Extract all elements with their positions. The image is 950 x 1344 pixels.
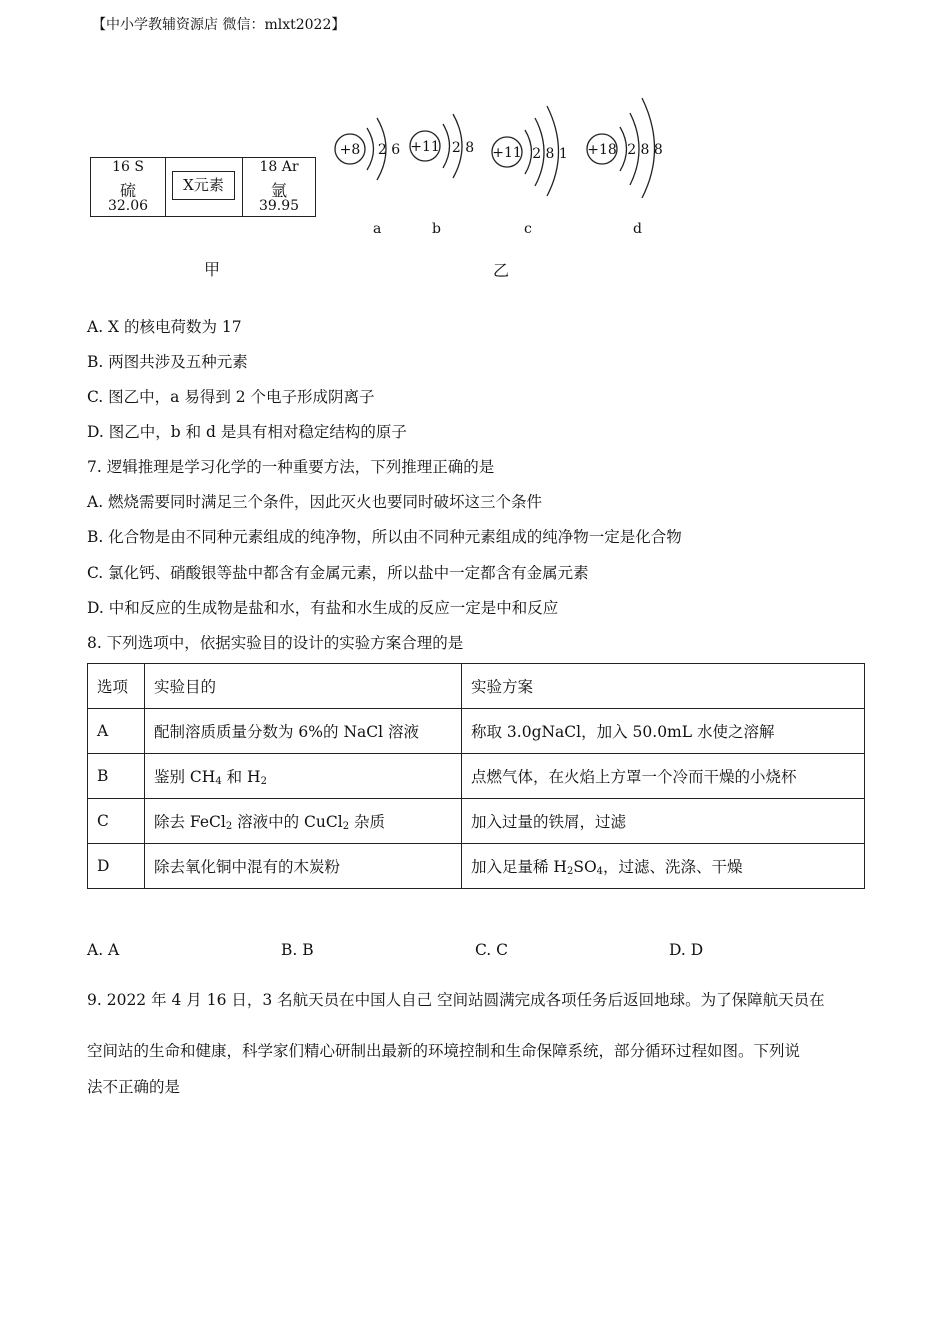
q9-line-1: 9. 2022 年 4 月 16 日，3 名航天员在中国人自己 空间站圆满完成各项任务后返回地球。为了保障航天员在 [87,991,825,1009]
sulfur-name: 硫 [119,181,136,200]
q6-option-b: B. 两图共涉及五种元素 [87,353,248,371]
argon-number-symbol: 18 Ar [259,159,299,175]
watermark-header: 【中小学教辅资源店 微信：mlxt2022】 [92,17,346,33]
argon-name: 氩 [270,181,287,200]
row-c-purpose: 除去 FeCl$_2$ 溶液中的 CuCl$_2$ 杂质 [145,799,462,844]
atom-d-shells: 2 8 8 [627,142,663,158]
argon-mass: 39.95 [258,198,300,214]
periodic-table-fragment [90,157,316,217]
atomic-structure-diagrams [325,88,675,198]
q9-line-3: 法不正确的是 [87,1078,181,1096]
atom-b-nucleus-label: +11 [410,139,440,155]
element-cell-x [166,158,243,216]
table-header-row [88,664,865,709]
atom-b-shell-1 [443,124,450,168]
row-c-option: C [88,799,145,844]
q6-option-c: C. 图乙中，a 易得到 2 个电子形成阴离子 [87,388,375,406]
row-d-purpose: 除去氧化铜中混有的木炭粉 [145,844,462,889]
atom-c-shell-1 [525,130,532,174]
atom-a-label: a [373,221,382,237]
q6-option-a: A. X 的核电荷数为 17 [87,318,242,336]
table-row [88,754,865,799]
header-purpose: 实验目的 [145,664,462,709]
q9-line-2: 空间站的生命和健康，科学家们精心研制出最新的环境控制和生命保障系统，部分循环过程如图。下列说 [87,1042,801,1060]
q7-stem: 7. 逻辑推理是学习化学的一种重要方法，下列推理正确的是 [87,458,495,476]
atom-a-shells: 2 6 [377,142,401,158]
row-c-plan: 加入过量的铁屑，过滤 [462,799,865,844]
q7-option-d: D. 中和反应的生成物是盐和水，有盐和水生成的反应一定是中和反应 [87,599,559,617]
q8-stem: 8. 下列选项中，依据实验目的设计的实验方案合理的是 [87,634,464,652]
q7-option-b: B. 化合物是由不同种元素组成的纯净物，所以由不同种元素组成的纯净物一定是化合物 [87,528,682,546]
sulfur-number-symbol: 16 S [112,159,144,175]
q8-option-d: D. D [669,941,704,959]
table-row [88,799,865,844]
element-cell-argon [243,158,315,216]
row-a-purpose: 配制溶质质量分数为 6%的 NaCl 溶液 [145,709,462,754]
q7-option-a: A. 燃烧需要同时满足三个条件，因此灭火也要同时破坏这三个条件 [87,493,543,511]
atom-c-label: c [524,221,532,237]
table-row [88,709,865,754]
figure-label-jia: 甲 [204,260,221,279]
atom-d-nucleus-label: +18 [587,142,617,158]
row-b-plan: 点燃气体，在火焰上方罩一个冷而干燥的小烧杯 [462,754,865,799]
row-d-plan: 加入足量稀 $H_2SO_4$，过滤、洗涤、干燥 [462,844,865,889]
atom-d-label: d [633,221,642,237]
atom-b-shells: 2 8 [451,140,475,156]
q8-option-a: A. A [87,941,120,959]
q6-option-d: D. 图乙中，b 和 d 是具有相对稳定结构的原子 [87,423,407,441]
q7-option-c: C. 氯化钙、硝酸银等盐中都含有金属元素，所以盐中一定都含有金属元素 [87,564,589,582]
figure-label-yi: 乙 [493,261,510,280]
row-a-plan: 称取 3.0gNaCl，加入 50.0mL 水使之溶解 [462,709,865,754]
table-row [88,844,865,889]
header-plan: 实验方案 [462,664,865,709]
row-b-option: B [88,754,145,799]
q8-option-c: C. C [475,941,509,959]
q8-option-b: B. B [281,941,314,959]
atom-a-shell-1 [367,128,374,170]
atom-b-label: b [432,221,441,237]
row-b-purpose: 鉴别 $CH_4$ 和 $H_2$ [145,754,462,799]
row-d-option: D [88,844,145,889]
x-element-label: X元素 [172,171,235,200]
atom-c-shells: 2 8 1 [532,146,568,162]
q8-table [87,663,865,889]
atom-d-shell-1 [620,127,627,171]
row-a-option: A [88,709,145,754]
header-option: 选项 [88,664,145,709]
sulfur-mass: 32.06 [107,198,149,214]
atom-c-nucleus-label: +11 [492,145,522,161]
atom-a-nucleus-label: +8 [339,142,361,158]
element-cell-sulfur [91,158,166,216]
